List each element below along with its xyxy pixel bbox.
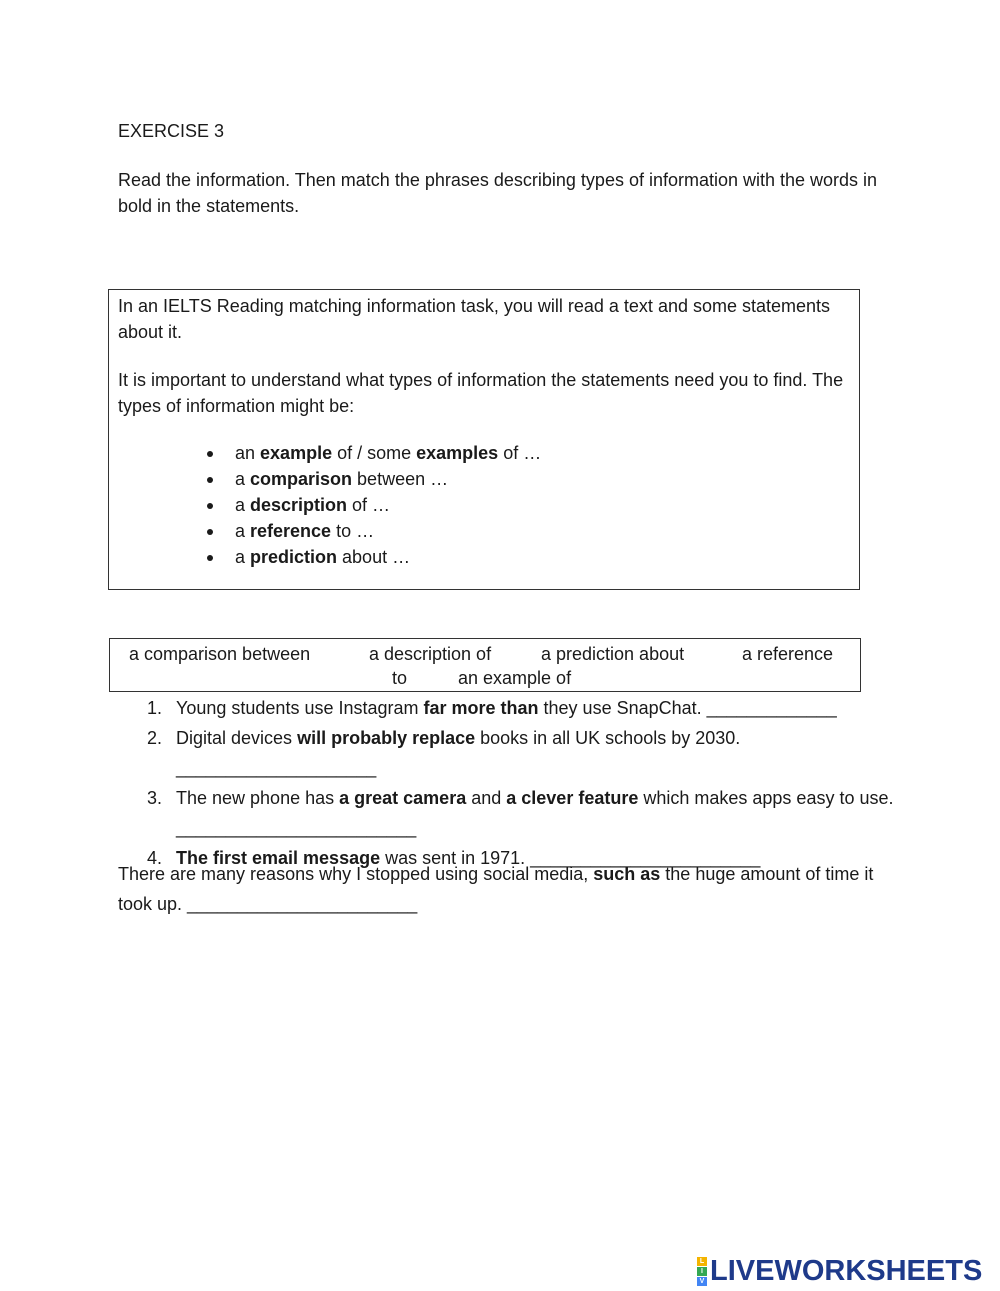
exercise-title: EXERCISE 3 [118,121,225,141]
statement-item: 4. The first email message was sent in 1971. _______________________ [147,848,761,868]
liveworksheets-logo [697,1256,982,1286]
logo-blocks-icon [697,1257,707,1286]
info-type-item: an example of / some examples of … [205,440,541,466]
logo-block: I [697,1267,707,1276]
logo-block: V [697,1277,707,1286]
info-paragraph-2: It is important to understand what types of information the statements need you to find. The types of information might be: [118,370,844,416]
statement-list [140,693,900,873]
word-bank-item-continued: to [392,668,408,688]
info-type-item: a reference to … [205,518,541,544]
info-box [108,289,860,590]
statement-item: 2. Digital devices will probably replace books in all UK schools by 2030. ____________________ [147,728,741,778]
extra-statement: There are many reasons why I stopped using social media, such as the huge amount of time it took up. _______________________ [118,864,874,914]
logo-text: LIVEWORKSHEETS [710,1255,983,1287]
info-type-item: a prediction about … [205,544,541,570]
word-bank-item: a comparison between [129,644,311,664]
logo-block: L [697,1257,707,1266]
word-bank-item: a description of [369,644,492,664]
info-type-list [205,440,541,570]
instructions: Read the information. Then match the phrases describing types of information with the words in bold in the statements. [118,170,878,216]
word-bank-item: an example of [458,668,572,688]
statement-item: 1. Young students use Instagram far more than they use SnapChat. _____________ [147,698,837,718]
info-type-item: a comparison between … [205,466,541,492]
word-bank-item: a reference [742,644,834,664]
info-paragraph-1: In an IELTS Reading matching information task, you will read a text and some statements about it. [118,296,831,342]
word-bank [109,638,861,692]
word-bank-item: a prediction about [541,644,685,664]
info-type-item: a description of … [205,492,541,518]
statement-item: 3. The new phone has a great camera and a clever feature which makes apps easy to use. ________________________ [147,788,894,838]
